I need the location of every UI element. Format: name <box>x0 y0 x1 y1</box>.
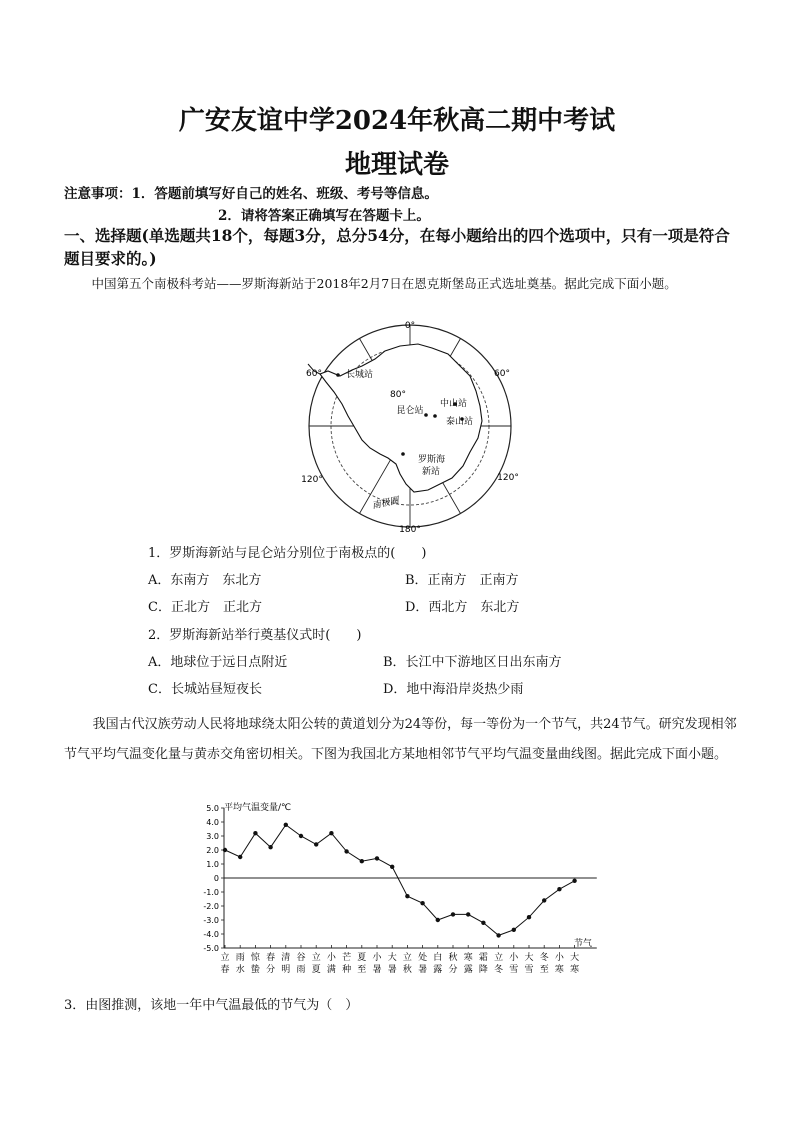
chart-x-tick-label: 立 <box>402 953 412 963</box>
map-label-zhongshan: 中山站 <box>440 399 468 409</box>
chart-series-line <box>225 825 575 936</box>
chart-x-tick-label: 种 <box>342 965 352 975</box>
chart-data-point <box>512 928 516 932</box>
notice-line-2: 2．请将答案正确填写在答题卡上。 <box>218 208 430 224</box>
chart-x-tick-label: 降 <box>478 965 488 975</box>
exam-subtitle: 地理试卷 <box>344 150 449 180</box>
chart-data-point <box>527 915 531 919</box>
chart-x-tick-label: 小 <box>509 953 519 963</box>
map-label-luosihai-2: 新站 <box>422 467 441 477</box>
chart-x-tick-label: 雨 <box>296 965 306 975</box>
chart-x-tick-label: 小 <box>372 953 382 963</box>
section-heading: 一、选择题(单选题共18个，每题3分，总分54分，在每小题给出的四个选项中，只有一项是符合题目要求的。) <box>64 226 730 268</box>
chart-y-tick-label: 4.0 <box>206 818 219 827</box>
map-label-120e: 120° <box>497 473 519 483</box>
chart-x-axis-label: 节气 <box>573 939 592 949</box>
chart-data-point <box>329 831 333 835</box>
chart-x-tick-label: 雪 <box>509 965 519 975</box>
chart-x-tick-label: 露 <box>463 965 473 975</box>
chart-y-tick-label: -2.0 <box>203 902 219 911</box>
question-2-option-c[interactable]: C．长城站昼短夜长 <box>148 682 262 697</box>
chart-x-tick-label: 暑 <box>387 965 397 975</box>
chart-y-tick-label: 5.0 <box>206 804 219 813</box>
chart-data-point <box>557 887 561 891</box>
question-1-option-c[interactable]: C．正北方 正北方 <box>148 600 262 615</box>
exam-title: 广安友谊中学2024年秋高二期中考试 <box>178 106 616 136</box>
map-label-kunlun: 昆仑站 <box>396 406 424 416</box>
chart-x-tick-label: 至 <box>357 965 367 975</box>
chart-data-point <box>390 865 394 869</box>
chart-x-tick-label: 暑 <box>418 965 428 975</box>
chart-y-tick-label: -5.0 <box>203 944 219 953</box>
chart-data-point <box>466 912 470 916</box>
chart-x-tick-label: 白 <box>433 953 443 963</box>
chart-data-point <box>253 831 257 835</box>
map-label-nanjiquan: 南极圈 <box>371 495 400 512</box>
chart-x-tick-label: 寒 <box>554 965 564 975</box>
passage-2: 我国古代汉族劳动人民将地球绕太阳公转的黄道划分为24等份，每一等份为一个节气，共24节气。研究发现相邻节气平均气温变化量与黄赤交角密切相关。下图为我国北方某地相邻节气平均气温变量曲线图。据此完成下面小题。 <box>64 717 737 762</box>
chart-data-point <box>420 901 424 905</box>
chart-x-tick-label: 大 <box>387 953 397 963</box>
chart-x-tick-label: 春 <box>220 965 230 975</box>
passage-1: 中国第五个南极科考站——罗斯海新站于2018年2月7日在恩克斯堡岛正式选址奠基。据此完成下面小题。 <box>91 276 677 291</box>
chart-y-tick-label: 3.0 <box>206 832 219 841</box>
question-2-stem: 2．罗斯海新站举行奠基仪式时( ) <box>148 628 362 643</box>
chart-data-point <box>223 848 227 852</box>
chart-x-tick-label: 秋 <box>402 965 412 975</box>
chart-x-tick-label: 立 <box>311 953 321 963</box>
question-1-option-d[interactable]: D．西北方 东北方 <box>405 600 520 615</box>
chart-data-point <box>360 859 364 863</box>
chart-x-tick-label: 雨 <box>235 953 245 963</box>
chart-x-tick-label: 冬 <box>539 953 549 963</box>
map-label-60w: 60° <box>306 369 322 379</box>
chart-x-tick-label: 露 <box>433 965 443 975</box>
chart-x-tick-label: 明 <box>281 965 291 975</box>
chart-x-tick-label: 分 <box>448 965 458 975</box>
chart-data-point <box>481 921 485 925</box>
chart-y-axis-label: 平均气温变量/℃ <box>224 803 292 813</box>
map-label-60e: 60° <box>494 369 510 379</box>
chart-x-tick-label: 大 <box>570 953 580 963</box>
chart-x-tick-label: 大 <box>524 953 534 963</box>
chart-x-tick-label: 分 <box>266 965 276 975</box>
map-label-changcheng: 长城站 <box>346 370 374 380</box>
chart-x-tick-label: 惊 <box>250 953 260 963</box>
chart-x-tick-label: 立 <box>220 953 230 963</box>
chart-x-tick-label: 至 <box>539 965 549 975</box>
chart-y-tick-label: 2.0 <box>206 846 219 855</box>
chart-data-point <box>314 842 318 846</box>
notice-line-1: 注意事项：1．答题前填写好自己的姓名、班级、考号等信息。 <box>64 186 438 202</box>
chart-data-point <box>405 894 409 898</box>
question-1-option-b[interactable]: B．正南方 正南方 <box>405 573 519 588</box>
map-label-luosihai-1: 罗斯海 <box>418 455 446 465</box>
chart-x-tick-label: 春 <box>266 953 276 963</box>
chart-x-tick-label: 小 <box>326 953 336 963</box>
chart-x-tick-label: 立 <box>494 953 504 963</box>
chart-data-point <box>436 918 440 922</box>
chart-data-point <box>572 879 576 883</box>
chart-data-point <box>496 933 500 937</box>
chart-x-tick-label: 清 <box>281 953 291 963</box>
chart-data-point <box>284 823 288 827</box>
chart-y-tick-label: -4.0 <box>203 930 219 939</box>
map-label-0: 0° <box>404 321 416 331</box>
map-label-taishan: 泰山站 <box>446 417 474 427</box>
temperature-change-chart <box>196 798 606 978</box>
chart-y-tick-label: 0 <box>213 874 219 883</box>
question-1-stem: 1．罗斯海新站与昆仑站分别位于南极点的( ) <box>148 546 427 561</box>
question-3-stem: 3．由图推测，该地一年中气温最低的节气为（ ） <box>64 998 359 1013</box>
chart-x-tick-label: 处 <box>418 953 428 963</box>
chart-data-point <box>542 898 546 902</box>
chart-x-tick-label: 满 <box>326 965 336 975</box>
chart-data-point <box>451 912 455 916</box>
chart-x-tick-label: 雪 <box>524 965 534 975</box>
chart-x-tick-label: 寒 <box>463 953 473 963</box>
chart-x-tick-label: 暑 <box>372 965 382 975</box>
chart-x-tick-label: 秋 <box>448 953 458 963</box>
chart-x-tick-label: 小 <box>554 953 564 963</box>
question-2-option-b[interactable]: B．长江中下游地区日出东南方 <box>383 655 562 670</box>
antarctica-map <box>300 316 520 536</box>
chart-x-tick-label: 夏 <box>311 965 321 975</box>
question-2-option-d[interactable]: D．地中海沿岸炎热少雨 <box>383 682 524 697</box>
question-2-option-a[interactable]: A．地球位于远日点附近 <box>148 655 288 670</box>
map-label-180: 180° <box>399 525 421 535</box>
chart-data-point <box>268 845 272 849</box>
chart-y-tick-label: -3.0 <box>203 916 219 925</box>
chart-x-tick-label: 水 <box>235 965 245 975</box>
map-label-120w: 120° <box>301 475 323 485</box>
question-1-option-a[interactable]: A．东南方 东北方 <box>148 573 262 588</box>
chart-x-tick-label: 霜 <box>478 953 488 963</box>
map-label-80s: 80° <box>390 390 406 400</box>
chart-data-point <box>238 855 242 859</box>
chart-x-tick-label: 芒 <box>342 953 352 963</box>
chart-x-tick-label: 夏 <box>357 953 367 963</box>
chart-data-point <box>344 849 348 853</box>
chart-x-tick-label: 谷 <box>296 953 306 963</box>
chart-x-tick-label: 寒 <box>570 965 580 975</box>
chart-data-point <box>375 856 379 860</box>
chart-x-tick-label: 蛰 <box>250 965 260 975</box>
chart-y-tick-label: -1.0 <box>203 888 219 897</box>
chart-y-tick-label: 1.0 <box>206 860 219 869</box>
chart-x-tick-label: 冬 <box>494 965 504 975</box>
chart-data-point <box>299 834 303 838</box>
